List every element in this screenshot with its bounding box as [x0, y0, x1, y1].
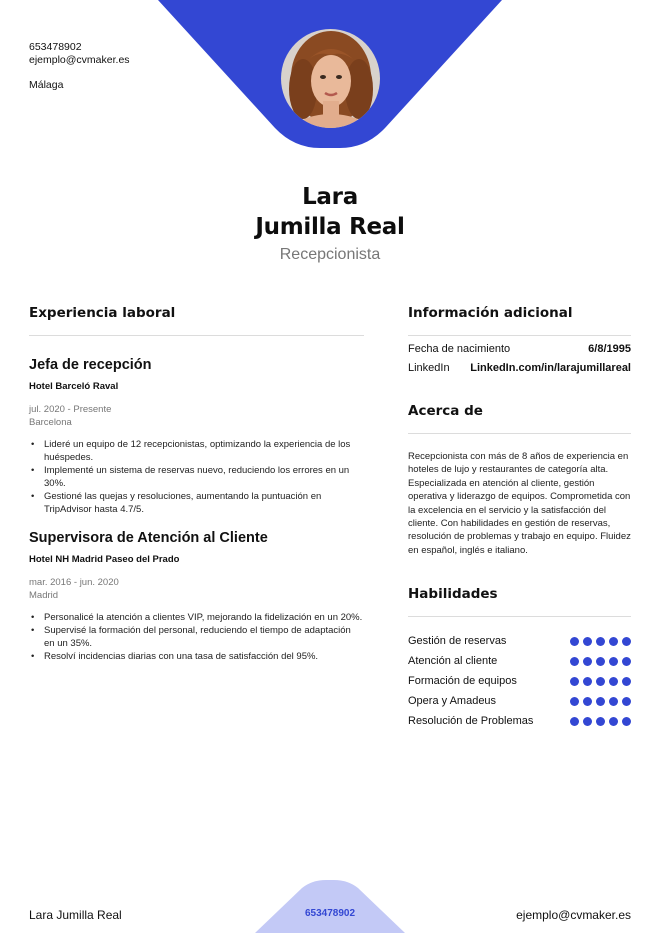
skill-row	[408, 671, 631, 691]
skill-dot	[596, 637, 605, 646]
skill-row	[408, 711, 631, 731]
skill-dot	[583, 677, 592, 686]
job-dates: mar. 2016 - jun. 2020	[29, 577, 119, 588]
job-company: Hotel Barceló Raval	[29, 381, 119, 392]
job-entry	[29, 357, 364, 516]
skill-dot	[609, 677, 618, 686]
skill-row	[408, 651, 631, 671]
divider	[408, 616, 631, 617]
job-bullets	[29, 438, 364, 516]
skill-dot	[609, 637, 618, 646]
skills-section	[408, 586, 631, 731]
job-bullets	[29, 611, 364, 663]
footer-phone: 653478902	[304, 908, 356, 919]
skill-dot	[609, 717, 618, 726]
bullet-item: • Implementé un sistema de reservas nuevo, reduciendo los errores en un 30%.	[29, 464, 364, 490]
bullet-item: • Supervisé la formación del personal, reduciendo el tiempo de adaptación en un 35%.	[29, 624, 364, 650]
bullet-item: • Resolví incidencias diarias con una tasa de satisfacción del 95%.	[29, 650, 364, 663]
skill-dot	[570, 657, 579, 666]
skill-level	[570, 697, 631, 706]
skill-dot	[596, 677, 605, 686]
skill-name: Formación de equipos	[408, 675, 517, 688]
skill-dot	[609, 657, 618, 666]
skill-dot	[583, 637, 592, 646]
footer-email: ejemplo@cvmaker.es	[516, 908, 631, 922]
skill-dot	[622, 657, 631, 666]
about-heading: Acerca de	[408, 403, 483, 419]
info-label: LinkedIn	[408, 362, 450, 374]
job-city: Barcelona	[29, 417, 72, 428]
skill-dot	[583, 717, 592, 726]
job-role: Supervisora de Atención al Cliente	[29, 530, 268, 546]
skill-name: Gestión de reservas	[408, 635, 507, 648]
bullet-item: • Gestioné las quejas y resoluciones, aumentando la puntuación en TripAdvisor hasta 4.7/5.	[29, 490, 364, 516]
linkedin-link[interactable]: LinkedIn.com/in/larajumillareal	[470, 362, 631, 374]
name-block	[0, 182, 660, 264]
job-title: Recepcionista	[279, 246, 381, 263]
skill-dot	[609, 697, 618, 706]
info-label: Fecha de nacimiento	[408, 343, 511, 355]
experience-heading: Experiencia laboral	[29, 305, 176, 321]
skill-dot	[622, 637, 631, 646]
contact-phone: 653478902	[29, 41, 82, 53]
bullet-item: • Personalicé la atención a clientes VIP, mejorando la fidelización en un 20%.	[29, 611, 364, 624]
skill-dot	[622, 677, 631, 686]
additional-info-section	[408, 305, 631, 374]
skill-dot	[622, 697, 631, 706]
skills-list	[408, 631, 631, 731]
profile-photo	[281, 29, 380, 128]
about-section	[408, 403, 631, 557]
footer-name: Lara Jumilla Real	[29, 908, 122, 922]
job-city: Madrid	[29, 590, 59, 601]
skill-level	[570, 717, 631, 726]
skill-dot	[596, 697, 605, 706]
job-dates: jul. 2020 - Presente	[29, 404, 112, 415]
about-text: Recepcionista con más de 8 años de experiencia en hoteles de lujo y restaurantes de categoría alta. Especializada en atención al cliente, gestión operativa y liderazgo de equipos. Comprometida con la excelencia en el servicio y la satisfacción del cliente. Con habilidades en gestión de reservas, resolución de problemas y trabajo en equipo. Fluidez en español, inglés e italiano.	[408, 451, 631, 556]
first-name: Lara	[302, 184, 358, 210]
skill-dot	[596, 717, 605, 726]
info-row-linkedin	[408, 362, 631, 374]
job-role: Jefa de recepción	[29, 357, 152, 373]
skills-heading: Habilidades	[408, 586, 498, 603]
bullet-item: • Lideré un equipo de 12 recepcionistas, optimizando la experiencia de los huéspedes.	[29, 438, 364, 464]
last-name: Jumilla Real	[255, 214, 405, 240]
contact-city: Málaga	[29, 79, 64, 91]
skill-dot	[570, 697, 579, 706]
divider	[408, 335, 631, 336]
skill-dot	[583, 657, 592, 666]
contact-block	[29, 41, 130, 92]
skill-dot	[583, 697, 592, 706]
skill-name: Atención al cliente	[408, 655, 498, 668]
divider	[29, 335, 364, 336]
skill-name: Opera y Amadeus	[408, 695, 497, 708]
skill-level	[570, 657, 631, 666]
job-company: Hotel NH Madrid Paseo del Prado	[29, 554, 180, 565]
skill-level	[570, 677, 631, 686]
info-value: 6/8/1995	[588, 343, 631, 355]
skill-dot	[622, 717, 631, 726]
skill-row	[408, 691, 631, 711]
additional-info-heading: Información adicional	[408, 305, 573, 321]
job-entry	[29, 530, 364, 663]
profile-photo-image	[281, 29, 380, 128]
skill-dot	[570, 637, 579, 646]
skill-dot	[570, 677, 579, 686]
footer	[0, 878, 660, 933]
skill-name: Resolución de Problemas	[408, 715, 534, 728]
info-row-birthdate	[408, 343, 631, 355]
skill-row	[408, 631, 631, 651]
divider	[408, 433, 631, 434]
skill-dot	[570, 717, 579, 726]
skill-dot	[596, 657, 605, 666]
contact-email: ejemplo@cvmaker.es	[29, 54, 130, 66]
footer-accent-shape	[0, 878, 660, 933]
sidebar	[408, 305, 631, 731]
skill-level	[570, 637, 631, 646]
experience-section	[29, 305, 364, 663]
